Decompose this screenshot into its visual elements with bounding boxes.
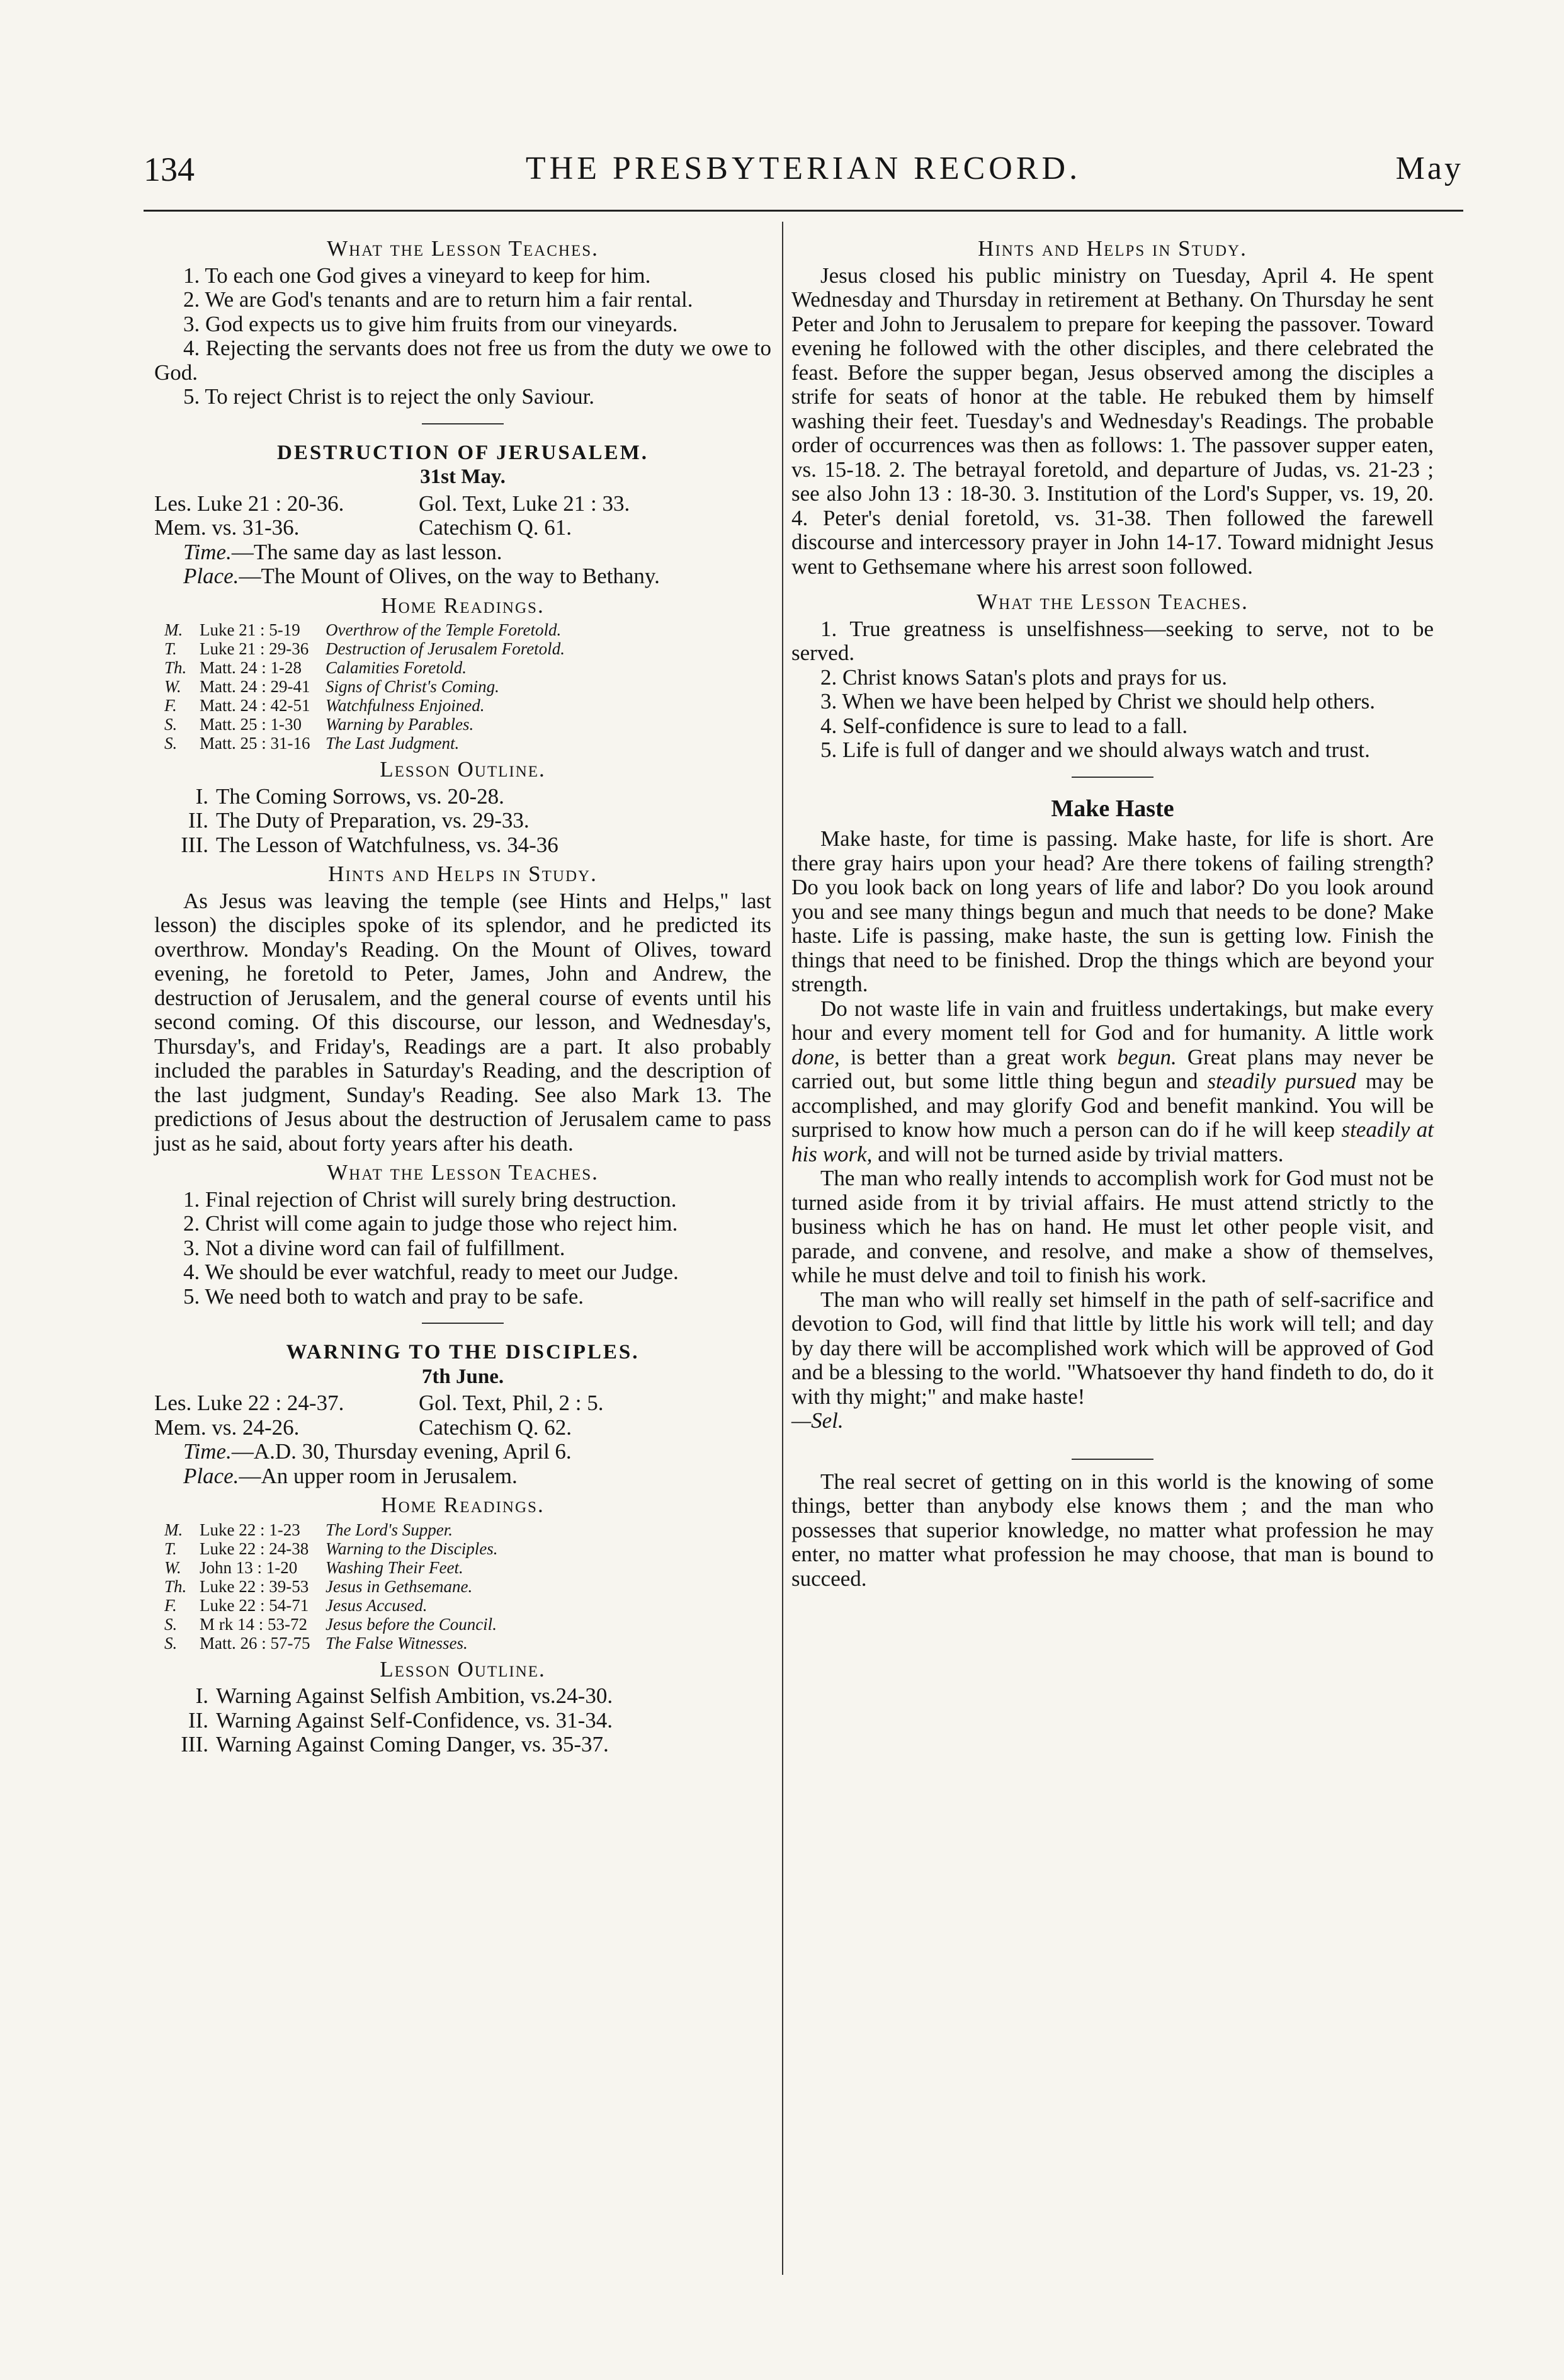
lesson-date: 31st May. bbox=[420, 465, 506, 488]
lesson-time: Time.—A.D. 30, Thursday evening, April 6. bbox=[183, 1439, 572, 1464]
lesson-place: Place.—The Mount of Olives, on the way to Bethany. bbox=[183, 564, 660, 588]
lesson-place: Place.—An upper room in Jerusalem. bbox=[183, 1463, 518, 1488]
golden-text-ref: Gol. Text, Luke 21 : 33. bbox=[419, 491, 630, 516]
lesson-refs bbox=[154, 492, 771, 516]
section-heading: What the Lesson Teaches. bbox=[327, 236, 599, 261]
section-heading: What the Lesson Teaches. bbox=[327, 1160, 599, 1185]
divider bbox=[1072, 1459, 1153, 1460]
lesson-outline bbox=[154, 1684, 771, 1757]
list-item: 1. True greatness is unselfishness—seeking to serve, not to be served. bbox=[791, 616, 1434, 665]
outline-item: III. Warning Against Coming Danger, vs. 35-37. bbox=[181, 1732, 609, 1757]
outline-item: III. The Lesson of Watchfulness, vs. 34-36 bbox=[181, 832, 558, 857]
article-signature: —Sel. bbox=[791, 1408, 844, 1433]
hints-paragraph: As Jesus was leaving the temple (see Hints and Helps," last lesson) the disciples spoke of its splendor, and he predicted its overthrow. Monday's Reading. On the Mount of Olives, toward evening, he foretold to Peter, James, John and Andrew, the destruction of Jerusalem, and the general course of events until his second coming. Of this discourse, our lesson, and Wednesday's, Thursday's, and Friday's, Readings are a part. It also probably included the parables in Saturday's Reading, and the description of the last judgment, Sunday's Reading. See also Mark 13. The predictions of Jesus about the destruction of Jerusalem came to pass just as he said, about forty years after his death. bbox=[154, 888, 771, 1156]
reading-row: T. Luke 21 : 29-36 Destruction of Jerusalem Foretold. bbox=[164, 639, 565, 658]
list-item: 3. When we have been helped by Christ we should help others. bbox=[820, 689, 1375, 714]
lesson-refs bbox=[154, 1391, 771, 1416]
page-header bbox=[144, 150, 1463, 194]
reading-row: S. Matt. 26 : 57-75 The False Witnesses. bbox=[164, 1633, 468, 1653]
lesson-outline bbox=[154, 785, 771, 858]
catechism-ref: Catechism Q. 62. bbox=[419, 1415, 572, 1440]
section-heading: Lesson Outline. bbox=[380, 757, 546, 782]
memory-ref: Mem. vs. 24-26. bbox=[154, 1415, 300, 1440]
outline-item: I. Warning Against Selfish Ambition, vs.24-30. bbox=[195, 1683, 613, 1708]
section-heading: What the Lesson Teaches. bbox=[977, 589, 1249, 614]
page-number: 134 bbox=[144, 151, 195, 188]
article-title: Make Haste bbox=[1051, 795, 1174, 822]
list-item: 4. We should be ever watchful, ready to meet our Judge. bbox=[183, 1260, 679, 1284]
reading-row: T. Luke 22 : 24-38 Warning to the Disciples. bbox=[164, 1539, 498, 1558]
reading-row: S. Matt. 25 : 1-30 Warning by Parables. bbox=[164, 715, 474, 734]
section-heading: Lesson Outline. bbox=[380, 1656, 546, 1682]
list-item: 4. Self-confidence is sure to lead to a fall. bbox=[820, 713, 1188, 738]
reading-row: W. John 13 : 1-20 Washing Their Feet. bbox=[164, 1557, 463, 1577]
catechism-ref: Catechism Q. 61. bbox=[419, 515, 572, 540]
article-paragraph: Do not waste life in vain and fruitless undertakings, but make every hour and every moment tell for God and for humanity. A little work done, is better than a great work begun. Great plans may never be carried out, but some little thing begun and steadily pursued may be accomplished, and may glorify God and benefit mankind. You will be surprised to know how much a person can do if he will keep steadily at his work, and will not be turned aside by trivial matters. bbox=[791, 996, 1434, 1166]
article-paragraph: The man who will really set himself in the path of self-sacrifice and devotion to God, will find that little by little his work will tell; and day by day there will be accomplished work which will be approved of God and be a blessing to the world. "Whatsoever thy hand findeth to do, do it with thy might;" and make haste! bbox=[791, 1287, 1434, 1409]
reading-row: S. M rk 14 : 53-72 Jesus before the Council. bbox=[164, 1614, 497, 1634]
issue-month: May bbox=[1395, 151, 1463, 186]
divider bbox=[422, 1323, 504, 1324]
lesson-time: Time.—The same day as last lesson. bbox=[183, 539, 502, 564]
list-item: 3. Not a divine word can fail of fulfillment. bbox=[183, 1235, 565, 1260]
list-item: 5. To reject Christ is to reject the only Saviour. bbox=[183, 384, 595, 409]
lesson-refs bbox=[154, 1416, 771, 1440]
list-item: 2. We are God's tenants and are to return him a fair rental. bbox=[183, 287, 693, 312]
section-heading: Home Readings. bbox=[381, 593, 545, 618]
lesson-title: DESTRUCTION OF JERUSALEM. bbox=[277, 441, 649, 464]
lesson-text-ref: Les. Luke 21 : 20-36. bbox=[154, 491, 344, 516]
reading-row: F. Luke 22 : 54-71 Jesus Accused. bbox=[164, 1595, 428, 1615]
divider bbox=[422, 423, 504, 424]
list-item: 1. To each one God gives a vineyard to keep for him. bbox=[183, 263, 651, 288]
reading-row: S. Matt. 25 : 31-16 The Last Judgment. bbox=[164, 734, 460, 753]
outline-item: II. The Duty of Preparation, vs. 29-33. bbox=[188, 808, 530, 833]
memory-ref: Mem. vs. 31-36. bbox=[154, 515, 300, 540]
list-item: 5. We need both to watch and pray to be safe. bbox=[183, 1284, 584, 1309]
section-heading: Home Readings. bbox=[381, 1493, 545, 1517]
list-item: 3. God expects us to give him fruits from our vineyards. bbox=[183, 311, 678, 336]
header-rule bbox=[144, 210, 1463, 212]
column-divider bbox=[782, 222, 783, 2275]
reading-row: Th. Luke 22 : 39-53 Jesus in Gethsemane. bbox=[164, 1576, 473, 1596]
reading-row: M. Luke 21 : 5-19 Overthrow of the Temple Foretold. bbox=[164, 620, 562, 639]
home-readings bbox=[154, 620, 771, 753]
reading-row: W. Matt. 24 : 29-41 Signs of Christ's Coming. bbox=[164, 677, 499, 696]
lesson-title: WARNING TO THE DISCIPLES. bbox=[286, 1341, 640, 1364]
article-paragraph: Make haste, for time is passing. Make haste, for life is short. Are there gray hairs upon your head? Are there tokens of failing strength? Do you look back on long years of life and labor? Do you look around you and see many things begun and much that needs to be done? Make haste. Life is passing, make haste, the sun is getting low. Finish the things that need to be finished. Drop the things which are beyond your strength. bbox=[791, 826, 1434, 996]
list-item: 5. Life is full of danger and we should always watch and trust. bbox=[820, 737, 1370, 762]
section-heading: Hints and Helps in Study. bbox=[328, 862, 598, 886]
lesson-refs bbox=[154, 516, 771, 540]
publication-title: THE PRESBYTERIAN RECORD. bbox=[525, 151, 1082, 186]
outline-item: II. Warning Against Self-Confidence, vs. 31-34. bbox=[188, 1707, 613, 1733]
left-column bbox=[154, 232, 771, 1757]
list-item: 2. Christ knows Satan's plots and prays for us. bbox=[820, 664, 1227, 690]
reading-row: F. Matt. 24 : 42-51 Watchfulness Enjoined. bbox=[164, 696, 485, 715]
divider bbox=[1072, 777, 1153, 778]
home-readings bbox=[154, 1520, 771, 1653]
article-paragraph: The real secret of getting on in this world is the knowing of some things, better than anybody else knows them ; and the man who possesses that superior knowledge, no matter what profession he may enter, no matter what profession he may choose, that man is bound to succeed. bbox=[791, 1469, 1434, 1591]
list-item: 2. Christ will come again to judge those who reject him. bbox=[183, 1211, 678, 1236]
right-column bbox=[791, 232, 1434, 1591]
list-item: 1. Final rejection of Christ will surely bring destruction. bbox=[183, 1187, 677, 1212]
reading-row: M. Luke 22 : 1-23 The Lord's Supper. bbox=[164, 1520, 453, 1539]
golden-text-ref: Gol. Text, Phil, 2 : 5. bbox=[419, 1391, 604, 1415]
lesson-date: 7th June. bbox=[421, 1365, 504, 1388]
reading-row: Th. Matt. 24 : 1-28 Calamities Foretold. bbox=[164, 658, 467, 677]
outline-item: I. The Coming Sorrows, vs. 20-28. bbox=[195, 783, 504, 809]
article-paragraph: The man who really intends to accomplish work for God must not be turned aside from it by trivial affairs. He must attend strictly to the business which he has on hand. He must let other people visit, and parade, and convene, and resolve, and make a show of themselves, while he must delve and toil to finish his work. bbox=[791, 1166, 1434, 1287]
list-item: 4. Rejecting the servants does not free us from the duty we owe to God. bbox=[154, 336, 771, 385]
lesson-text-ref: Les. Luke 22 : 24-37. bbox=[154, 1391, 344, 1415]
hints-paragraph: Jesus closed his public ministry on Tuesday, April 4. He spent Wednesday and Thursday in retirement at Bethany. On Thursday he sent Peter and John to Jerusalem to prepare for keeping the passover. Toward evening he followed with the other disciples, and there celebrated the feast. Before the supper began, Jesus observed among the disciples a strife for seats of honor at the table. He rebuked them by himself washing their feet. Tuesday's and Wednesday's Readings. The probable order of occurrences was then as follows: 1. The passover supper eaten, vs. 15-18. 2. The betrayal foretold, and departure of Judas, vs. 21-23 ; see also John 13 : 18-30. 3. Institution of the Lord's Supper, vs. 19, 20. 4. Peter's denial foretold, vs. 31-38. Then followed the farewell discourse and intercessory prayer in John 14-17. Toward midnight Jesus went to Gethsemane where his arrest soon followed. bbox=[791, 263, 1434, 579]
section-heading: Hints and Helps in Study. bbox=[978, 236, 1247, 261]
